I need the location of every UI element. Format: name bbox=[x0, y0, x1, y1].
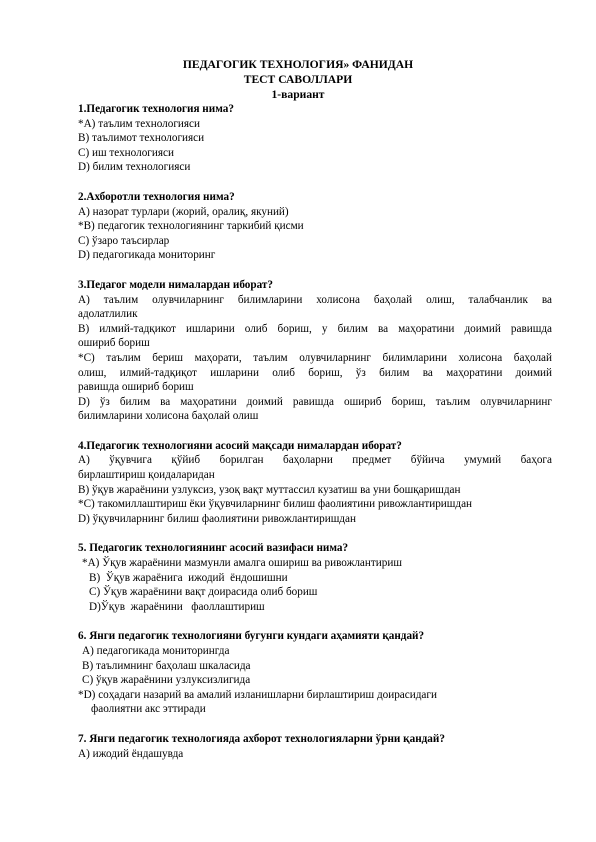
answer-option: С) иш технологияси bbox=[78, 146, 174, 159]
question-title: 6. Янги педагогик технологияни бугунги кундаги аҳамияти қандай? bbox=[78, 630, 425, 643]
answer-option: В) таълимнинг баҳолаш шкаласида bbox=[82, 659, 251, 672]
document-subtitle: ТЕСТ САВОЛЛАРИ bbox=[243, 73, 353, 86]
question-title: 3.Педагог модели нималардан иборат? bbox=[78, 278, 273, 291]
answer-option-cont: бирлаштириш қоидаларидан bbox=[78, 469, 215, 482]
test-questions bbox=[78, 102, 552, 761]
answer-option: D) билим технологияси bbox=[78, 161, 191, 174]
answer-option: С) ўқув жараёнини узлуксизлигида bbox=[82, 674, 251, 687]
answer-option: *А) Ўқув жараёнини мазмунли амалга ошириш ва ривожлантириш bbox=[82, 557, 402, 570]
answer-option: В) Ўқув жараёнига ижодий ёндошишни bbox=[89, 571, 288, 584]
answer-option-cont: фаолиятни акс эттиради bbox=[91, 703, 206, 716]
document-title: ПЕДАГОГИК ТЕХНОЛОГИЯ» ФАНИДАН bbox=[182, 58, 414, 71]
answer-option-cont: равишда ошириб бориш bbox=[78, 381, 194, 394]
answer-option: В) таълимот технологияси bbox=[78, 132, 205, 145]
answer-option: А) назорат турлари (жорий, оралиқ, якуний) bbox=[78, 205, 289, 218]
question-block-4 bbox=[78, 439, 552, 527]
question-block-3 bbox=[78, 278, 552, 424]
question-block-6 bbox=[78, 629, 552, 717]
answer-option: D) ўқувчиларнинг билиш фаолиятини ривожлантиришдан bbox=[78, 512, 356, 525]
answer-option: *В) педагогик технологиянинг таркибий қисми bbox=[78, 220, 304, 233]
answer-option-cont: билимларини холисона баҳолай олиш bbox=[78, 410, 259, 423]
answer-option-cont: олиш, илмий-тадқиқот ишларини олиб бориш, ўз билим ва маҳоратини доимий bbox=[78, 366, 552, 379]
question-block-1 bbox=[78, 102, 552, 175]
question-block-2 bbox=[78, 190, 552, 263]
question-title: 1.Педагогик технология нима? bbox=[78, 103, 234, 115]
answer-option: А) ўқувчига қўйиб борилган баҳоларни предмет бўйича умумий баҳога bbox=[78, 454, 552, 467]
answer-option: *С) таълим бериш маҳорати, таълим олувчиларнинг билимларини холисона баҳолай bbox=[78, 351, 552, 364]
question-block-7 bbox=[78, 732, 552, 761]
answer-option: D) педагогикада мониторинг bbox=[78, 249, 216, 262]
answer-option: *А) таълим технологияси bbox=[78, 117, 201, 130]
variant-label: 1-вариант bbox=[271, 88, 325, 101]
answer-option: А) таълим олувчиларнинг билимларини холисона баҳолай олиш, талабчанлик ва bbox=[78, 293, 552, 306]
answer-option: С) ўзаро таъсирлар bbox=[78, 234, 170, 247]
answer-option-cont: адолатлилик bbox=[78, 308, 138, 321]
answer-option: С) Ўқув жараёнини вақт доирасида олиб бориш bbox=[89, 586, 318, 599]
answer-option-cont: ошириб бориш bbox=[78, 337, 150, 350]
question-title: 4.Педагогик технологияни асосий мақсади нималардан иборат? bbox=[78, 439, 402, 452]
question-title: 7. Янги педагогик технологияда ахборот технологияларни ўрни қандай? bbox=[78, 732, 445, 745]
answer-option: *С) такомиллаштириш ёки ўқувчиларнинг билиш фаолиятини ривожлантиришдан bbox=[78, 498, 473, 511]
answer-option: В) илмий-тадқикот ишларини олиб бориш, у билим ва маҳоратини доимий равишда bbox=[78, 322, 552, 335]
answer-option: А) ижодий ёндашувда bbox=[78, 747, 184, 760]
answer-option: А) педагогикада мониторингда bbox=[82, 645, 230, 657]
question-block-5 bbox=[78, 541, 552, 614]
question-title: 5. Педагогик технологиянинг асосий вазифаси нима? bbox=[78, 542, 349, 555]
answer-option: В) ўқув жараёнини узлуксиз, узоқ вақт муттассил кузатиш ва уни бошқаришдан bbox=[78, 483, 461, 496]
answer-option: D) ўз билим ва маҳоратини доимий равишда ошириб бориш, таълим олувчиларнинг bbox=[78, 395, 552, 408]
answer-option: D)Ўқув жараёнини фаоллаштириш bbox=[89, 600, 265, 613]
answer-option: *D) соҳадаги назарий ва амалий изланишларни бирлаштириш доирасидаги bbox=[78, 688, 437, 701]
question-title: 2.Ахборотли технология нима? bbox=[78, 190, 235, 203]
